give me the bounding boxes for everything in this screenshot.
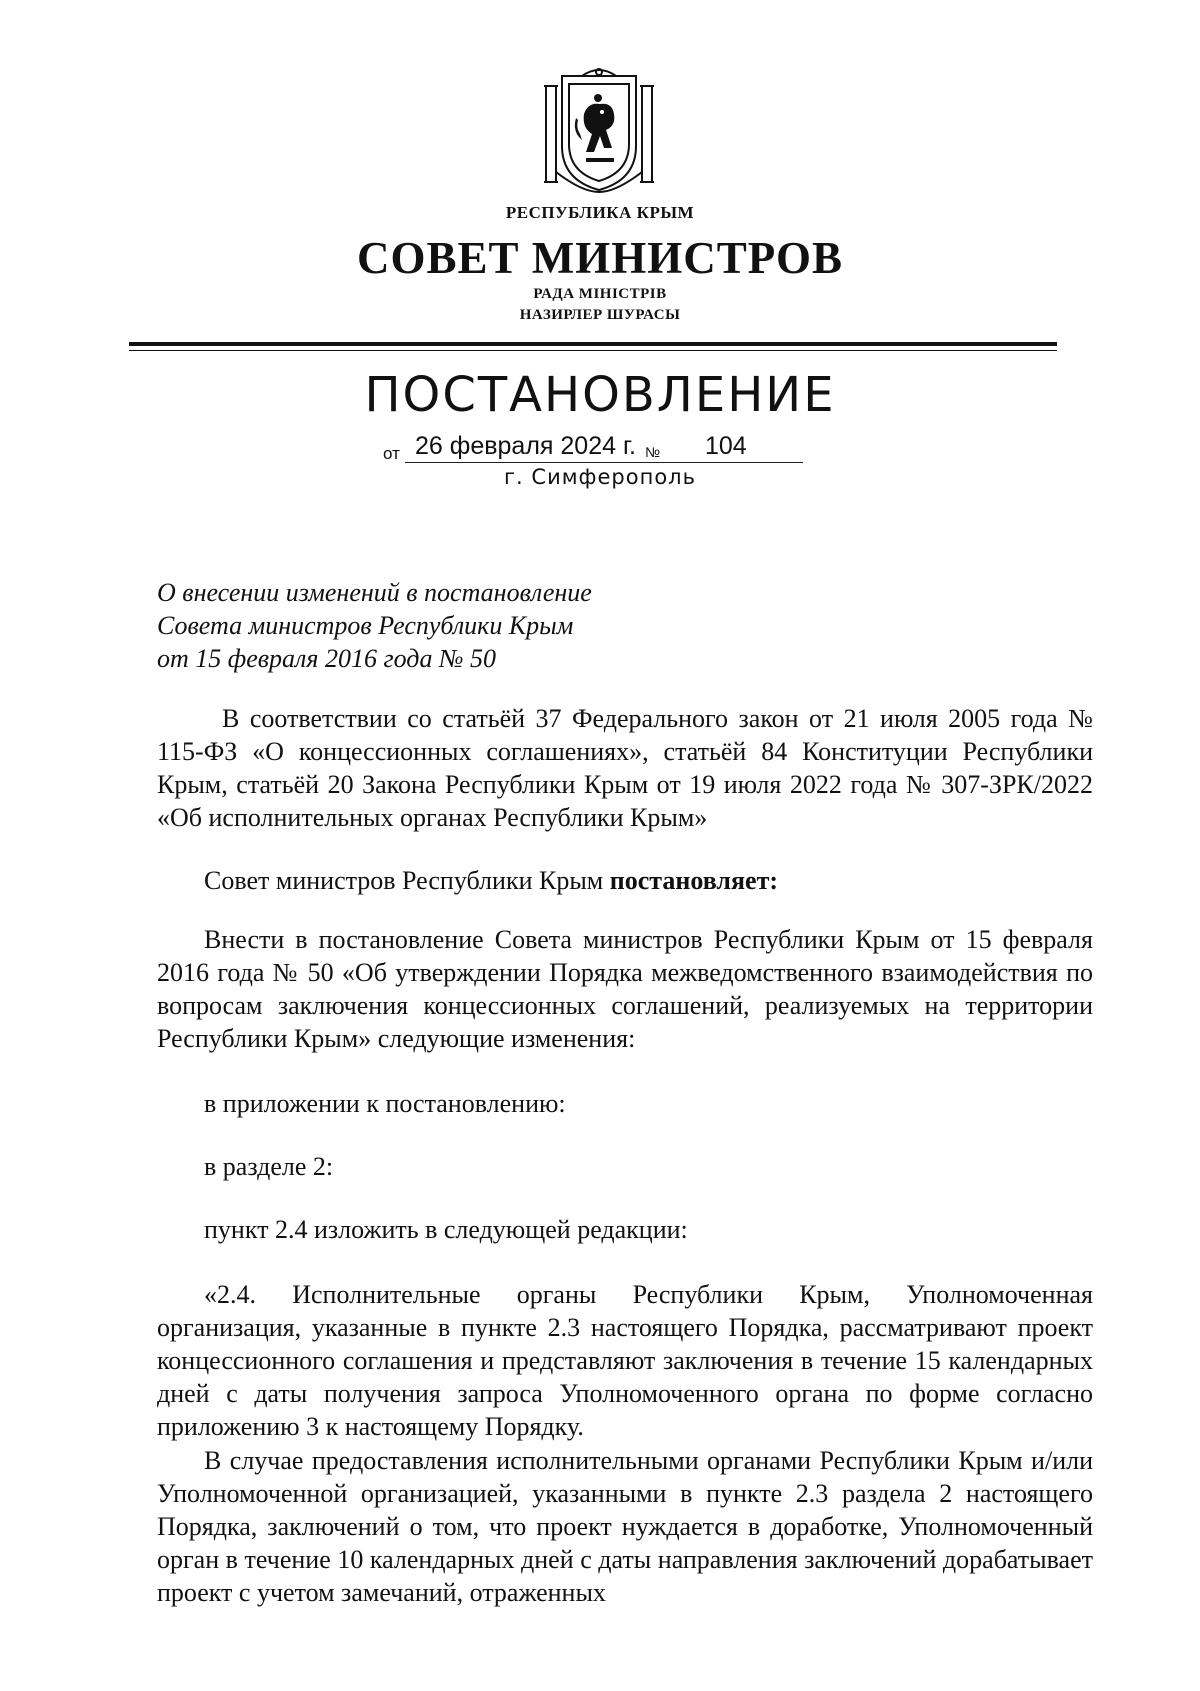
preamble-paragraph [157, 702, 1093, 834]
annex-paragraph [157, 1087, 1093, 1120]
annex-text: в приложении к постановлению: [204, 1089, 566, 1118]
resolve-paragraph [157, 864, 1093, 897]
republic-name: РЕСПУБЛИКА КРЫМ [505, 203, 695, 222]
amend-text: Внести в постановление Совета министров Республики Крым от 15 февраля 2016 года № 50 «Об утверждении Порядка межведомственного взаимодействия по вопросам заключения концессионных соглашений, реализуемых на территории Республики Крым» следующие изменения: [157, 925, 1093, 1053]
new-text-1: «2.4. Исполнительные органы Республики Крым, Уполномоченная организация, указанные в пункте 2.3 настоящего Порядка, рассматривают проект концессионного соглашения и представляют заключения в течение 15 календарных дней с даты получения запроса Уполномоченного органа по форме согласно приложению 3 к настоящему Порядку. [157, 1280, 1093, 1441]
new-text-paragraph-1 [157, 1278, 1093, 1443]
council-title: СОВЕТ МИНИСТРОВ [356, 233, 844, 283]
city: г. Симферополь [504, 465, 696, 489]
date-number-line [383, 432, 803, 466]
clause-text: пункт 2.4 изложить в следующей редакции: [204, 1215, 688, 1244]
council-title-crimean-tatar: НАЗИРЛЕР ШУРАСЫ [519, 307, 681, 323]
section-text: в разделе 2: [204, 1152, 334, 1181]
document-number: 104 [705, 432, 747, 460]
clause-paragraph [157, 1213, 1093, 1246]
number-sign: № [645, 444, 661, 460]
document-subject [157, 576, 592, 675]
header-rule-thick [129, 342, 1057, 346]
subject-line-1: О внесении изменений в постановление [157, 578, 592, 607]
council-title-ukrainian: РАДА МІНІСТРІВ [533, 286, 667, 302]
new-text-paragraph-2 [157, 1444, 1093, 1609]
document-date: 26 февраля 2024 г. [415, 432, 636, 460]
date-underline [405, 462, 803, 463]
amend-paragraph [157, 923, 1093, 1055]
subject-line-2: Совета министров Республики Крым [157, 611, 574, 640]
preamble-text: В соответствии со статьёй 37 Федерального закон от 21 июля 2005 года № 115-ФЗ «О концессионных соглашениях», статьёй 84 Конституции Республики Крым, статьёй 20 Закона Республики Крым от 19 июля 2022 года № 307-ЗРК/2022 «Об исполнительных органах Республики Крым» [157, 704, 1093, 832]
new-text-2: В случае предоставления исполнительными органами Республики Крым и/или Уполномоченной организацией, указанными в пункте 2.3 раздела 2 настоящего Порядка, заключений о том, что проект нуждается в доработке, Уполномоченный орган в течение 10 календарных дней с даты направления заключений дорабатывает проект с учетом замечаний, отраженных [157, 1446, 1093, 1607]
resolve-text: Совет министров Республики Крым [204, 866, 604, 895]
section-paragraph [157, 1150, 1093, 1183]
document-type: ПОСТАНОВЛЕНИЕ [364, 367, 836, 423]
resolve-keyword: постановляет: [609, 866, 779, 895]
subject-line-3: от 15 февраля 2016 года № 50 [157, 644, 496, 673]
date-prefix: от [383, 444, 400, 463]
coat-of-arms-emblem [542, 68, 656, 194]
header-rule-thin [129, 350, 1057, 351]
